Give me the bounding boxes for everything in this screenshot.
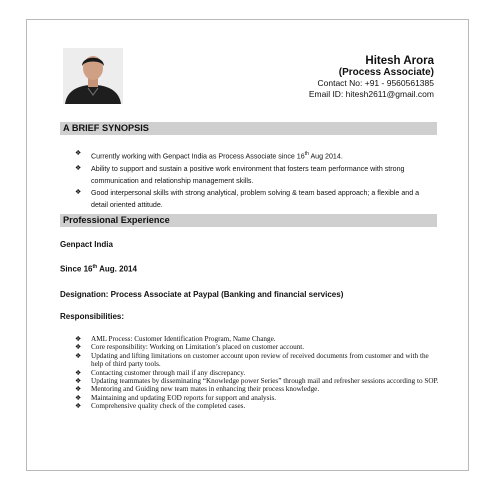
diamond-bullet-icon: ❖ xyxy=(75,377,82,386)
list-item: ❖ Currently working with Genpact India as Process Associate since 16th Aug 2014. xyxy=(75,150,343,161)
candidate-role: (Process Associate) xyxy=(338,67,434,78)
person-icon xyxy=(63,48,123,104)
list-item: ❖ Updating and lifting limitations on customer account upon review of received documents from customer and with the help of third party tools. xyxy=(75,351,429,369)
experience-heading: Professional Experience xyxy=(60,214,437,227)
list-item: ❖ Comprehensive quality check of the completed cases. xyxy=(75,402,246,411)
diamond-bullet-icon: ❖ xyxy=(75,150,82,157)
diamond-bullet-icon: ❖ xyxy=(75,351,82,360)
email-address[interactable]: Email ID: hitesh2611@gmail.com xyxy=(308,89,434,99)
diamond-bullet-icon: ❖ xyxy=(75,164,82,172)
diamond-bullet-icon: ❖ xyxy=(75,343,82,352)
list-item: ❖ Updating teammates by disseminating “Knowledge power Series” through mail and refresher sessions according to SOP. xyxy=(75,377,439,386)
contact-number: Contact No: +91 - 9560561385 xyxy=(317,78,434,88)
diamond-bullet-icon: ❖ xyxy=(75,393,82,402)
list-item: ❖ AML Process: Customer Identification Program, Name Change. xyxy=(75,335,276,343)
list-item: ❖ Ability to support and sustain a positive work environment that fosters team performance with strong communication and relationship management skills. xyxy=(75,164,405,185)
diamond-bullet-icon: ❖ xyxy=(75,368,82,377)
synopsis-list xyxy=(75,148,435,211)
company-name: Genpact India xyxy=(60,240,113,249)
list-item: ❖ Contacting customer through mail if any discrepancy. xyxy=(75,368,246,377)
header-contact-block xyxy=(309,56,434,100)
diamond-bullet-icon: ❖ xyxy=(75,188,82,196)
list-item: ❖ Good interpersonal skills with strong analytical, problem solving & team based approach; a flexible and a detail oriented attitude. xyxy=(75,188,420,210)
list-item: ❖ Core responsibility: Working on Limitation’s placed on customer account. xyxy=(75,343,305,352)
list-item: ❖ Mentoring and Guiding new team mates in enhancing their process knowledge. xyxy=(75,385,320,394)
diamond-bullet-icon: ❖ xyxy=(75,335,82,343)
profile-photo xyxy=(63,48,123,104)
synopsis-heading: A BRIEF SYNOPSIS xyxy=(60,122,437,135)
start-date: Since 16th Aug. 2014 xyxy=(60,264,137,274)
list-item: ❖ Maintaining and updating EOD reports for support and analysis. xyxy=(75,393,277,402)
responsibilities-list xyxy=(75,335,440,411)
responsibilities-heading: Responsibilities: xyxy=(60,312,125,321)
candidate-name: Hitesh Arora xyxy=(365,55,434,67)
diamond-bullet-icon: ❖ xyxy=(75,402,82,411)
designation: Designation: Process Associate at Paypal (Banking and financial services) xyxy=(60,290,344,299)
resume-page xyxy=(26,19,469,471)
diamond-bullet-icon: ❖ xyxy=(75,385,82,394)
